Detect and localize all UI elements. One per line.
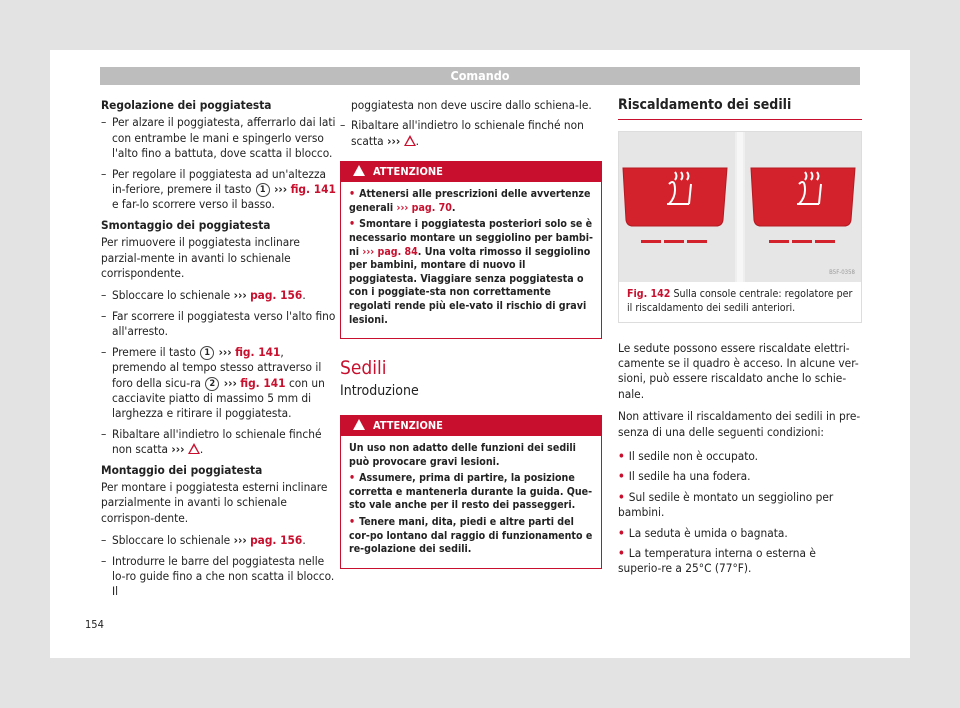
page-number: 154 xyxy=(85,618,104,631)
warning-bullet: • Tenere mani, dita, piedi e altre parti del cor-po lontano dal raggio di funzionamento e re-golazione dei sedili. xyxy=(349,515,593,556)
list-item-continued: poggiatesta non deve uscire dallo schiena-le. xyxy=(351,98,592,112)
paragraph: Per montare i poggiatesta esterni inclinare parzialmente in avanti lo schienale corrispon-dente. xyxy=(101,479,328,525)
warning-icon[interactable] xyxy=(188,443,200,454)
column-1 xyxy=(101,98,341,605)
page-link[interactable]: pag. 156 xyxy=(250,533,303,548)
warning-icon[interactable] xyxy=(404,135,416,146)
list-item: – Introdurre le barre del poggiatesta nelle lo-ro guide fino a che non scatta il blocco. Il xyxy=(101,554,341,600)
page-header: Comando xyxy=(100,67,860,85)
list-item: – Far scorrere il poggiatesta verso l'alto fino all'arresto. xyxy=(101,309,341,340)
column-2 xyxy=(340,98,602,569)
list-item: – Sbloccare lo schienale ››› pag. 156. xyxy=(101,288,341,303)
list-item: – Sbloccare lo schienale ››› pag. 156. xyxy=(101,533,341,548)
page-link[interactable]: pag. 70 xyxy=(411,201,452,214)
warning-icon xyxy=(353,419,365,430)
heading-montaggio: Montaggio dei poggiatesta xyxy=(101,462,263,477)
warning-header: ATTENZIONE xyxy=(341,162,601,182)
warning-intro: Un uso non adatto delle funzioni dei sedili può provocare gravi lesioni. xyxy=(349,441,576,468)
seat-heating-buttons-illustration xyxy=(619,132,861,282)
paragraph: Non attivare il riscaldamento dei sedili in pre-senza di una delle seguenti condizioni: xyxy=(618,409,861,439)
section-title: Riscaldamento dei sedili xyxy=(618,98,862,120)
list-item: • Il sedile ha una fodera. xyxy=(618,469,751,484)
warning-header: ATTENZIONE xyxy=(341,416,601,436)
figure-image xyxy=(619,132,861,282)
fig-link[interactable]: fig. 141 xyxy=(235,344,281,359)
bullet-list xyxy=(618,449,862,577)
figure xyxy=(618,131,862,322)
list-item: – Per regolare il poggiatesta ad un'altezza in-feriore, premere il tasto 1 ››› fig. 141 e far-lo scorrere verso il basso. xyxy=(101,167,341,213)
figure-code: B5F-0358 xyxy=(829,269,855,276)
list-item: • Sul sedile è montato un seggiolino per bambini. xyxy=(618,489,834,520)
fig-link[interactable]: fig. 141 xyxy=(240,375,286,390)
list-item: – Premere il tasto 1 ››› fig. 141, premendo al tempo stesso attraverso il foro della sicu-ra 2 ››› fig. 141 con un cacciavite piatto di massimo 5 mm di larghezza e ritirare il poggiatesta. xyxy=(101,345,341,422)
warning-box xyxy=(340,161,602,339)
callout-number: 2 xyxy=(205,377,219,391)
figure-caption: Fig. 142 Sulla console centrale: regolatore per il riscaldamento dei sedili anteriori. xyxy=(627,288,853,314)
list-item: – Ribaltare all'indietro lo schienale finché non scatta ››› . xyxy=(101,427,341,458)
paragraph: Per rimuovere il poggiatesta inclinare parzial-mente in avanti lo schienale corrispondente. xyxy=(101,235,300,281)
page-link[interactable]: pag. 156 xyxy=(250,288,303,303)
callout-number: 1 xyxy=(200,346,214,360)
heading-regolazione: Regolazione dei poggiatesta xyxy=(101,98,272,112)
list-item: • La seduta è umida o bagnata. xyxy=(618,525,788,540)
warning-bullet: • Attenersi alle prescrizioni delle avvertenze generali ››› pag. 70. xyxy=(349,188,591,214)
list-item: – Per alzare il poggiatesta, afferrarlo dai lati con entrambe le mani e spingerlo verso l'alto fino a battuta, dove scatta il blocco. xyxy=(101,115,341,161)
paragraph: Le sedute possono essere riscaldate elettri-camente se il quadro è acceso. In alcune ver-sioni, può essere riscaldato anche lo schie-nale. xyxy=(618,340,859,401)
list-item: • La temperatura interna o esterna è superio-re a 25°C (77°F). xyxy=(618,546,816,576)
heading-smontaggio: Smontaggio dei poggiatesta xyxy=(101,217,271,232)
list-item: – Ribaltare all'indietro lo schienale finché non scatta ››› . xyxy=(340,118,602,149)
warning-body xyxy=(341,182,601,338)
page-link[interactable]: pag. 84 xyxy=(377,245,418,258)
page xyxy=(50,50,910,658)
warning-box xyxy=(340,415,602,569)
subsection-title: Introduzione xyxy=(340,382,419,399)
callout-number: 1 xyxy=(256,183,270,197)
column-3 xyxy=(618,98,862,582)
list-item: • Il sedile non è occupato. xyxy=(618,449,759,464)
warning-bullet: • Smontare i poggiatesta posteriori solo se è necessario montare un seggiolino per bambi-ni ››› pag. 84. Una volta rimosso il seggiolino per bambini, montare di nuovo il poggiatesta. Viaggiare senza poggiatesta o con i poggiate-sta non correttamente regolati rende più ele-vato il rischio di gravi lesioni. xyxy=(349,218,593,326)
section-title: Sedili xyxy=(340,357,387,380)
warning-body xyxy=(341,436,601,568)
fig-link[interactable]: fig. 141 xyxy=(290,182,336,197)
warning-bullet: • Assumere, prima di partire, la posizione corretta e mantenerla durante la guida. Que-sto vale anche per il resto dei passeggeri. xyxy=(349,472,593,512)
warning-icon xyxy=(353,165,365,176)
